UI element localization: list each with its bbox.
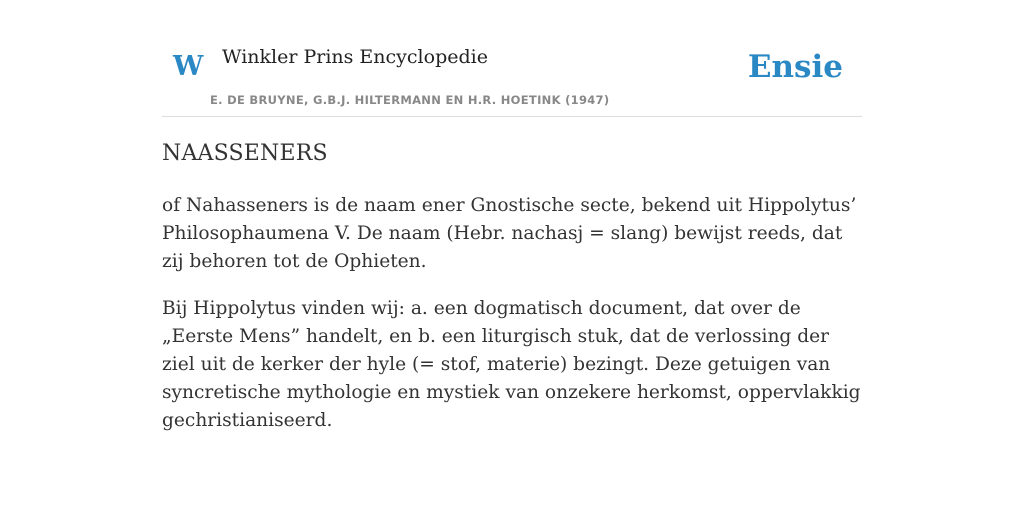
entry-paragraph: Bij Hippolytus vinden wij: a. een dogmatisch document, dat over de „Eerste Mens” handelt, en b. een liturgisch stuk, dat de verlossing der ziel uit de kerker der hyle (= stof, materie) bezingt. Deze getuigen van syncretische mythologie en mystiek van onzekere herkomst, oppervlakkig gechristianiseerd.: [162, 298, 861, 431]
page-container: [162, 0, 862, 431]
entry-headword: NAASSENERS: [162, 141, 328, 166]
entry-body: [162, 192, 862, 454]
page-header: [162, 0, 862, 117]
publication-authors: E. DE BRUYNE, G.B.J. HILTERMANN EN H.R. HOETINK (1947): [210, 93, 610, 107]
entry-paragraph: of Nahasseners is de naam ener Gnostische secte, bekend uit Hippolytus’ Philosophaumena V. De naam (Hebr. nachasj = slang) bewijst reeds, dat zij behoren tot de Ophieten.: [162, 195, 857, 272]
publication-title[interactable]: Winkler Prins Encyclopedie: [222, 46, 488, 68]
publication-logo[interactable]: W: [173, 51, 204, 82]
brand-logo[interactable]: Ensie: [747, 49, 843, 85]
